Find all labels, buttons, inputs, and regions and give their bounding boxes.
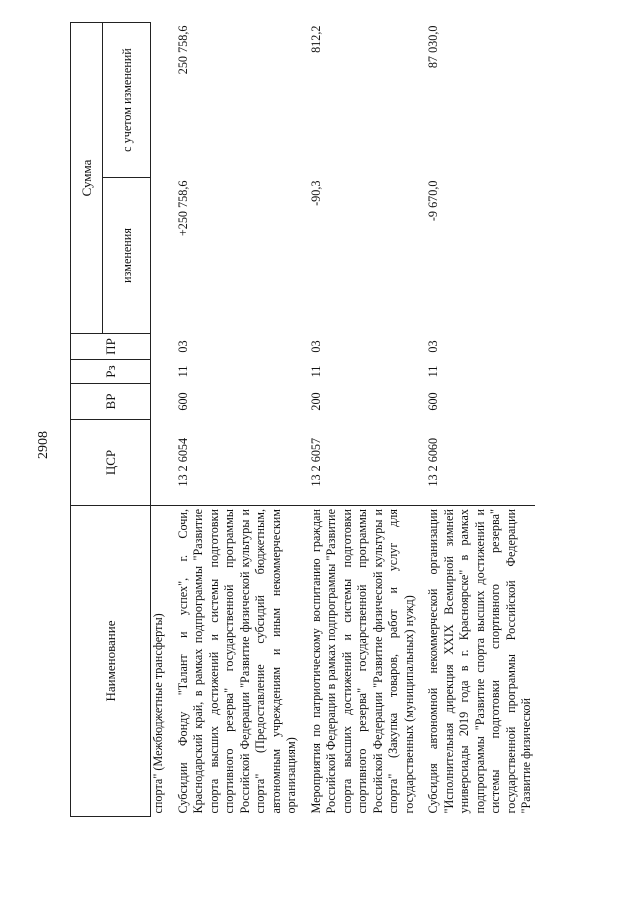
page-number: 2908 <box>36 431 51 459</box>
row-total: 812,2 <box>308 25 323 53</box>
row-csr: 13 2 6054 <box>175 437 190 487</box>
row-change: -9 670,0 <box>426 180 440 222</box>
row-csr: 13 2 6060 <box>426 437 440 487</box>
table-header <box>71 23 151 817</box>
row-pr: 03 <box>308 340 323 353</box>
header-vr: ВР <box>71 384 151 420</box>
header-name: Наименование <box>71 506 151 817</box>
row-total: 250 758,6 <box>175 25 190 75</box>
header-changes: изменения <box>103 178 151 334</box>
row-vr: 200 <box>308 392 323 411</box>
row-name: Субсидии Фонду "Талант и успех", г. Сочи, Краснодарский край, в рамках подпрограммы "Развитие спорта высших достижений и системы подготовки спортивного резерва" государственной программы Российской Федерации "Развитие физической культуры и спорта" (Предоставление субсидий бюджетным, автономным учреждениям и иным некоммерческим организациям) <box>176 506 300 817</box>
row-rz: 11 <box>426 365 440 378</box>
row-csr: 13 2 6057 <box>308 437 323 487</box>
table-row <box>176 23 300 817</box>
continuation-text: спорта" (Межбюджетные трансферты) <box>151 506 167 817</box>
row-rz: 11 <box>308 365 323 378</box>
table-row <box>426 23 535 817</box>
row-pr: 03 <box>426 340 440 353</box>
table-row <box>309 23 418 817</box>
header-csr: ЦСР <box>71 420 151 506</box>
row-total: 87 030,0 <box>426 25 440 69</box>
row-name: Субсидия автономной некоммерческой организации "Исполнительная дирекция XXIX Всемирной зимней универсиады 2019 года в г. Красноярске" в рамках подпрограммы "Развитие спорта высших достижений и системы подготовки спортивного резерва" государственной программы Российской Федерации "Развитие физической <box>426 506 535 817</box>
continuation-row <box>151 23 167 817</box>
header-summa: Сумма <box>71 23 103 334</box>
header-with-changes: с учетом изменений <box>103 23 151 178</box>
header-pr: ПР <box>71 334 151 360</box>
row-change: +250 758,6 <box>175 180 190 237</box>
budget-table <box>70 22 535 817</box>
row-name: Мероприятия по патриотическому воспитанию граждан Российской Федерации в рамках подпрограммы "Развитие спорта высших достижений и системы подготовки спортивного резерва" государственной программы Российской Федерации "Развитие физической культуры и спорта" (Закупка товаров, работ и услуг для государственных (муниципальных) нужд) <box>309 506 418 817</box>
row-pr: 03 <box>175 340 190 353</box>
header-rz: Рз <box>71 360 151 384</box>
row-vr: 600 <box>426 392 440 411</box>
row-change: -90,3 <box>308 180 323 206</box>
row-vr: 600 <box>175 392 190 411</box>
row-rz: 11 <box>175 365 190 378</box>
